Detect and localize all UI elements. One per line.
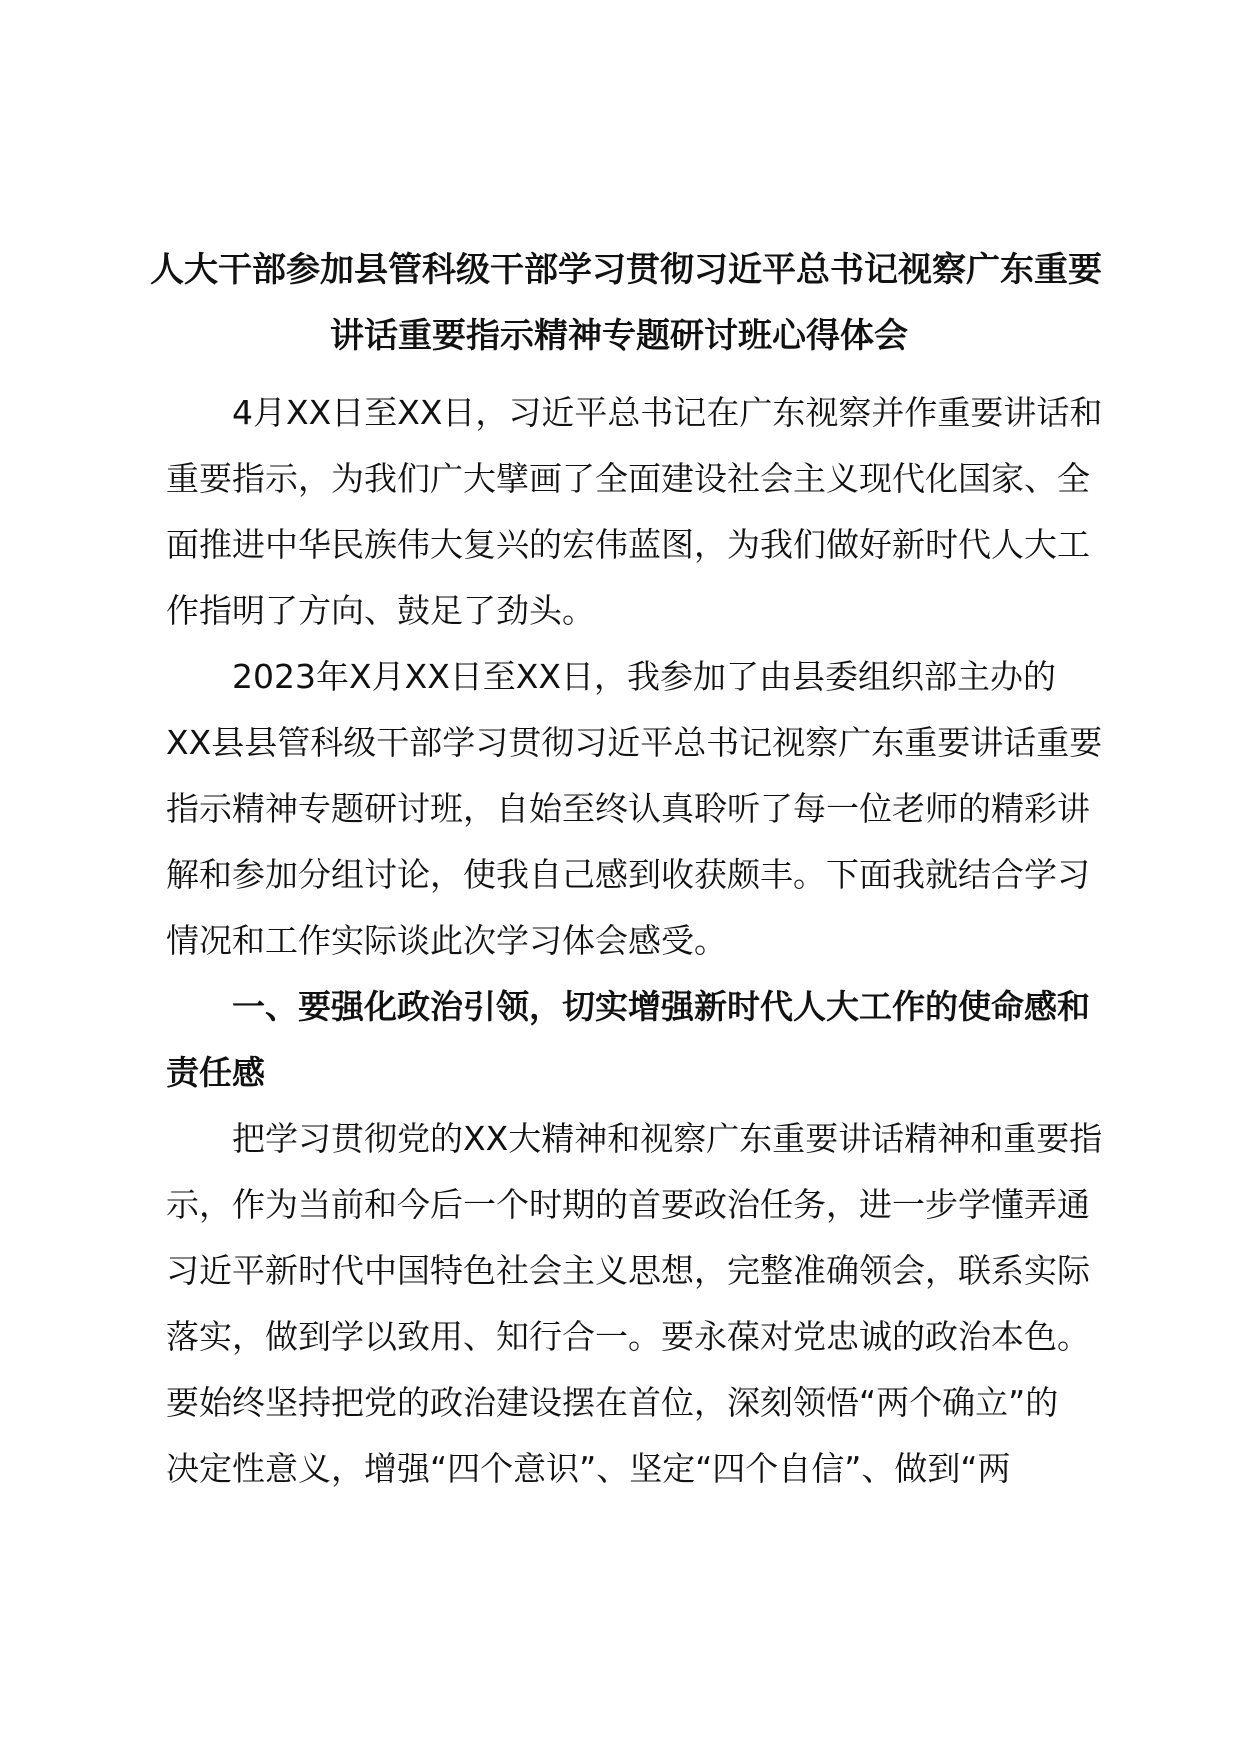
paragraph-3-line-3: 习近平新时代中国特色社会主义思想，完整准确领会，联系实际	[166, 1251, 1090, 1290]
document-title-line-2: 讲话重要指示精神专题研讨班心得体会	[330, 316, 908, 356]
paragraph-2-line-3: 指示精神专题研讨班，自始至终认真聆听了每一位老师的精彩讲	[166, 789, 1090, 828]
section-heading-line-1: 一、要强化政治引领，切实增强新时代人大工作的使命感和	[232, 987, 1090, 1026]
paragraph-3-line-6: 决定性意义，增强“四个意识”、坚定“四个自信”、做到“两	[166, 1449, 1011, 1488]
paragraph-3-line-2: 示，作为当前和今后一个时期的首要政治任务，进一步学懂弄通	[166, 1185, 1090, 1224]
document-title-line-1: 人大干部参加县管科级干部学习贯彻习近平总书记视察广东重要	[150, 250, 1102, 290]
paragraph-3-line-1: 把学习贯彻党的XX大精神和视察广东重要讲话精神和重要指	[232, 1119, 1103, 1158]
paragraph-1-line-2: 重要指示，为我们广大擘画了全面建设社会主义现代化国家、全	[166, 459, 1090, 498]
paragraph-2-line-1: 2023年X月XX日至XX日，我参加了由县委组织部主办的	[232, 657, 1057, 696]
paragraph-2-line-5: 情况和工作实际谈此次学习体会感受。	[166, 921, 727, 960]
paragraph-1-line-1: 4月XX日至XX日，习近平总书记在广东视察并作重要讲话和	[232, 393, 1103, 432]
paragraph-2-line-2: XX县县管科级干部学习贯彻习近平总书记视察广东重要讲话重要	[166, 723, 1103, 762]
section-heading-line-2: 责任感	[166, 1053, 265, 1092]
paragraph-1-line-4: 作指明了方向、鼓足了劲头。	[166, 591, 595, 630]
paragraph-3-line-4: 落实，做到学以致用、知行合一。要永葆对党忠诚的政治本色。	[166, 1317, 1090, 1356]
paragraph-2-line-4: 解和参加分组讨论，使我自己感到收获颇丰。下面我就结合学习	[166, 855, 1090, 894]
paragraph-1-line-3: 面推进中华民族伟大复兴的宏伟蓝图，为我们做好新时代人大工	[166, 525, 1090, 564]
paragraph-3-line-5: 要始终坚持把党的政治建设摆在首位，深刻领悟“两个确立”的	[166, 1383, 1059, 1422]
